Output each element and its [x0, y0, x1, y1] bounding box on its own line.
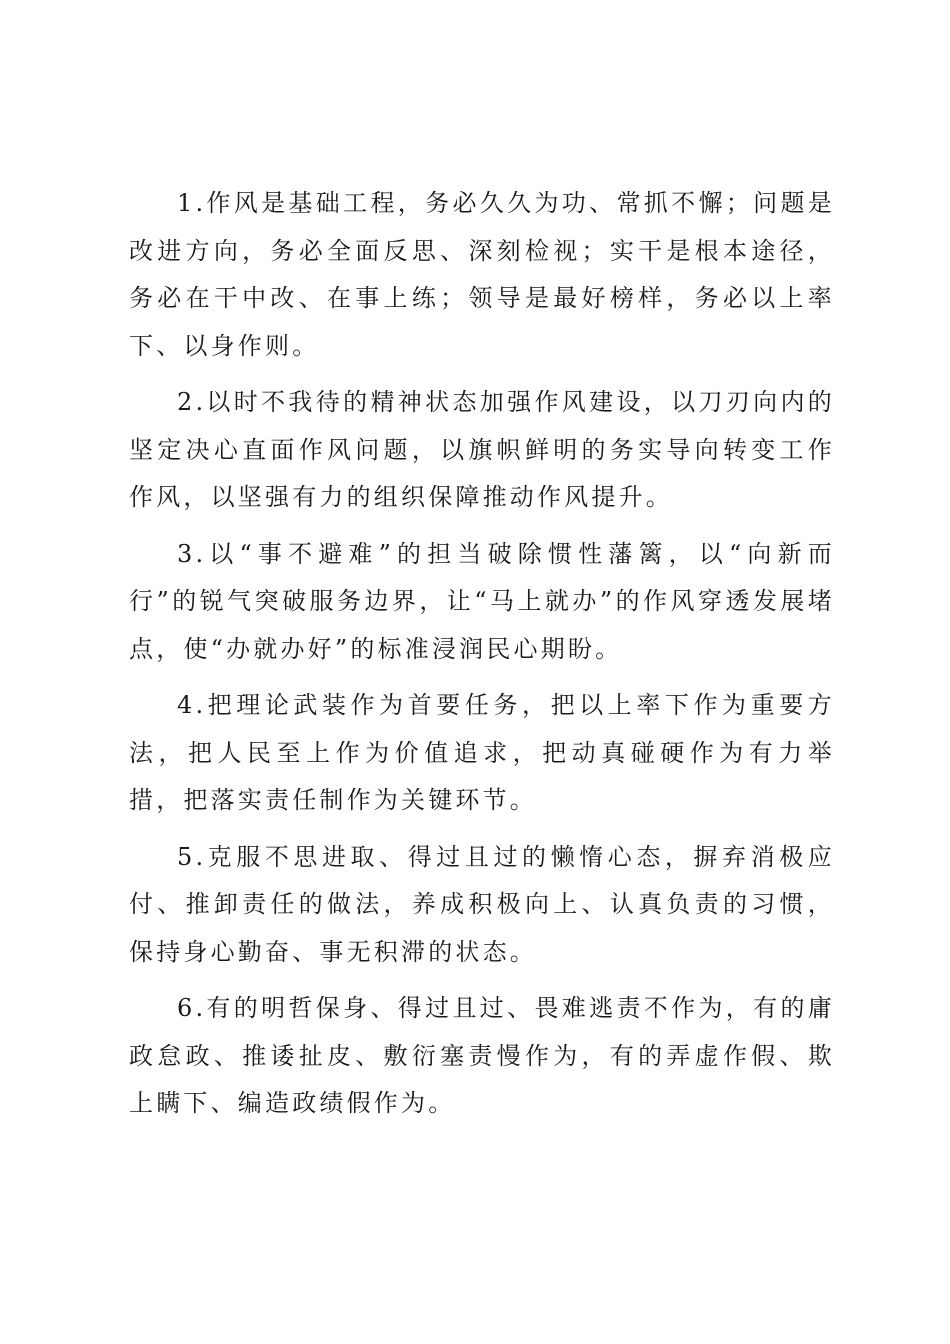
paragraph-2: 2.以时不我待的精神状态加强作风建设，以刀刃向内的坚定决心直面作风问题，以旗帜鲜明的务实导向转变工作作风，以坚强有力的组织保障推动作风提升。	[129, 388, 835, 511]
paragraph-6: 6.有的明哲保身、得过且过、畏难逃责不作为，有的庸政怠政、推诿扯皮、敷衍塞责慢作为，有的弄虚作假、欺上瞒下、编造政绩假作为。	[129, 994, 835, 1117]
paragraph-4: 4.把理论武装作为首要任务，把以上率下作为重要方法，把人民至上作为价值追求，把动真碰硬作为有力举措，把落实责任制作为关键环节。	[129, 691, 835, 814]
paragraph-3: 3.以“事不避难”的担当破除惯性藩篱，以“向新而行”的锐气突破服务边界，让“马上就办”的作风穿透发展堵点，使“办就办好”的标准浸润民心期盼。	[129, 539, 835, 663]
paragraph-5: 5.克服不思进取、得过且过的懒惰心态，摒弃消极应付、推卸责任的做法，养成积极向上、认真负责的习惯，保持身心勤奋、事无积滞的状态。	[129, 842, 835, 966]
paragraph-1: 1.作风是基础工程，务必久久为功、常抓不懈；问题是改进方向，务必全面反思、深刻检视；实干是根本途径，务必在干中改、在事上练；领导是最好榜样，务必以上率下、以身作则。	[129, 189, 835, 360]
document-body	[129, 180, 835, 1137]
